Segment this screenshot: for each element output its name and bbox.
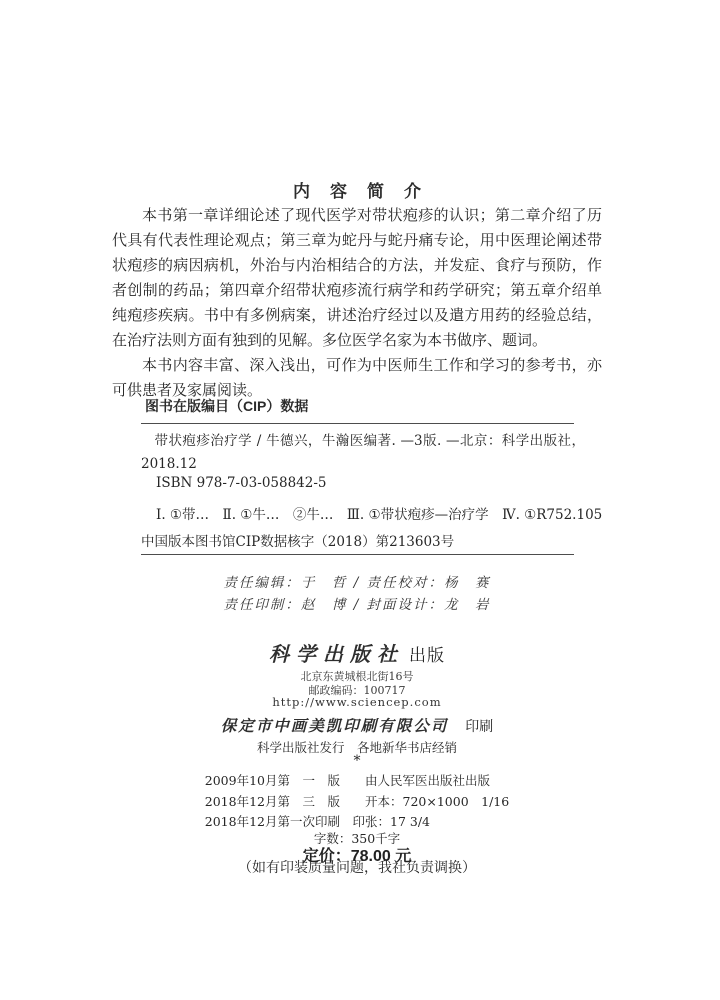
cip-header: 图书在版编目（CIP）数据 <box>145 398 309 414</box>
publisher-postcode: 邮政编码：100717 <box>308 684 406 697</box>
printer-line <box>112 714 602 736</box>
distribution-line: 科学出版社发行 各地新华书店经销 <box>256 740 457 755</box>
cip-classification: Ⅰ. ①带… Ⅱ. ①牛… ②牛… Ⅲ. ①带状疱疹—治疗学 Ⅳ. ①R752.105 <box>156 507 603 523</box>
publisher-url: http://www.sciencep.com <box>272 695 442 709</box>
separator-asterisk: * <box>353 753 361 769</box>
publisher-address: 北京东黄城根北街16号 <box>300 670 414 683</box>
staff-printing-line: 责任印制：赵 博 / 封面设计：龙 岩 <box>223 597 491 613</box>
edition-line: 2018年12月第 三 版 开本：720×1000 1/16 <box>204 793 510 809</box>
edition-line: 2018年12月第一次印刷 印张：17 3/4 <box>204 814 430 829</box>
intro-paragraph: 本书第一章详细论述了现代医学对带状疱疹的认识；第二章介绍了历代具有代表性理论观点；第三章为蛇丹与蛇丹痛专论，用中医理论阐述带状疱疹的病因病机，外治与内治相结合的方法，并发症、食疗与预防，作者创制的药品；第四章介绍带状疱疹流行病学和药学研究；第五章介绍单纯疱疹疾病。书中有多例病案，讲述治疗经过以及遣方用药的经验总结，在治疗法则方面有独到的见解。多位医学名家为本书做序、题词。 <box>112 206 602 349</box>
cip-rule-bottom <box>141 554 574 555</box>
printer-name: 保定市中画美凯印刷有限公司 <box>220 716 449 735</box>
intro-title: 内容简介 <box>293 182 441 201</box>
word-count: 字数：350千字 <box>313 831 401 846</box>
edition-line: 2009年10月第 一 版 由人民军医出版社出版 <box>204 773 490 788</box>
cip-entry: 带状疱疹治疗学 / 牛德兴，牛瀚医编著. —3版. —北京：科学出版社，2018.12 <box>141 433 585 472</box>
printer-suffix: 印刷 <box>465 719 494 735</box>
publisher-line <box>112 638 602 667</box>
cip-rule-top <box>141 423 574 424</box>
publisher-suffix: 出版 <box>409 646 446 666</box>
cip-record-number: 中国版本图书馆CIP数据核字（2018）第213603号 <box>141 534 455 550</box>
intro-paragraph: 本书内容丰富、深入浅出，可作为中医师生工作和学习的参考书，亦可供患者及家属阅读。 <box>112 356 602 399</box>
intro-body <box>112 203 602 403</box>
staff-editors-line: 责任编辑：于 哲 / 责任校对：杨 赛 <box>223 575 491 591</box>
quality-notice: （如有印装质量问题，我社负责调换） <box>238 860 476 876</box>
price: 定价：78.00 元 <box>302 848 412 865</box>
publisher-name: 科学出版社 <box>268 642 404 666</box>
cip-isbn: ISBN 978-7-03-058842-5 <box>156 475 327 491</box>
edition-block <box>112 771 602 833</box>
